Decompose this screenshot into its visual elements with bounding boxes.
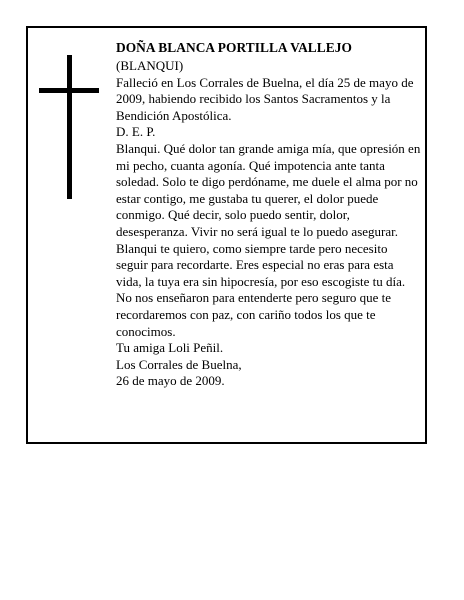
- obituary-text: [116, 40, 422, 390]
- place-line: Los Corrales de Buelna,: [116, 356, 242, 372]
- condolence-message: Blanqui. Qué dolor tan grande amiga mía, que opresión en mi pecho, cuanta agonía. Qué impotencia ante tanta soledad. Solo te digo perdóname, me duele el alma por no estar contigo, me gustaba tu querer, el dolor puede conmigo. Qué decir, solo puedo sentir, dolor, desesperanza. Vivir no será igual te lo puedo asegurar. Blanqui te quiero, como siempre tarde pero necesito seguir para recordarte. Eres especial no eras para esta vida, la tuya era sin hipocresía, por eso escogiste tu día. No nos enseñaron para entenderte pero seguro que te recordaremos con paz, con cariño todos los que te conocimos.: [116, 141, 421, 339]
- deceased-nickname: (BLANQUI): [116, 58, 184, 74]
- deceased-name: DOÑA BLANCA PORTILLA VALLEJO: [116, 40, 352, 55]
- rest-in-peace: D. E. P.: [116, 124, 156, 140]
- signature: Tu amiga Loli Peñil.: [116, 340, 224, 356]
- death-announcement: Falleció en Los Corrales de Buelna, el día 25 de mayo de 2009, habiendo recibido los Santos Sacramentos y la Bendición Apostólica.: [116, 74, 414, 123]
- cross-horizontal-bar: [39, 88, 99, 93]
- obituary-notice: [26, 26, 427, 444]
- cross-icon: [39, 55, 99, 199]
- date-line: 26 de mayo de 2009.: [116, 373, 225, 389]
- cross-vertical-bar: [67, 55, 72, 199]
